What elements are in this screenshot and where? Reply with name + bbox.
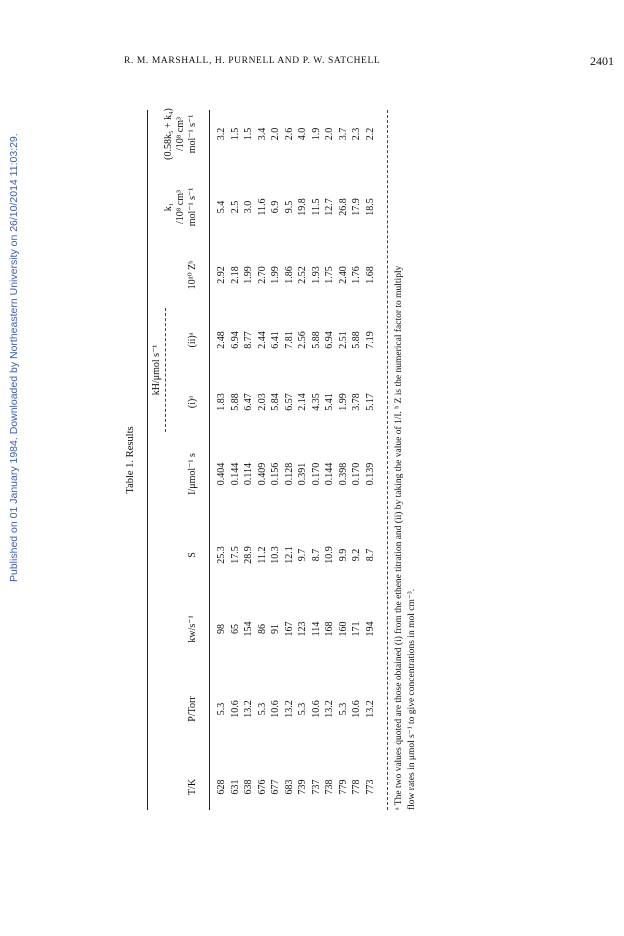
table-cell: 160	[337, 621, 349, 637]
table-cell: 6.94	[229, 331, 241, 349]
column-z	[215, 244, 377, 306]
table-cell: 5.4	[216, 200, 227, 214]
running-header	[124, 54, 614, 70]
table-cell: 2.18	[229, 266, 241, 284]
table-cell: 6.41	[270, 331, 281, 349]
table-cell: 168	[324, 621, 335, 637]
table-cell: 10.3	[270, 546, 281, 564]
table-cell: 171	[351, 621, 362, 637]
table-footnotes	[393, 110, 419, 810]
table-cell: 3.7	[337, 127, 349, 141]
results-table	[125, 90, 425, 830]
header-kh-group-rule	[165, 308, 166, 432]
column-kh-ii	[215, 312, 377, 368]
table-cell: 1.99	[243, 266, 254, 284]
table-cell: 0.170	[310, 462, 322, 486]
table-cell: 13.2	[364, 700, 376, 718]
table-cell: 2.2	[364, 127, 376, 141]
table-cell: 17.5	[229, 546, 241, 564]
header-k1	[163, 172, 199, 242]
table-cell: 1.83	[216, 393, 227, 411]
table-cell: 631	[229, 779, 241, 795]
table-cell: 2.52	[297, 266, 308, 284]
table-cell: 7.19	[364, 331, 376, 349]
table-cell: 6.57	[283, 393, 295, 411]
table-cell: 2.5	[229, 200, 241, 214]
table-cell: 2.6	[283, 127, 295, 141]
table-cell: 11.6	[256, 198, 268, 216]
table-caption: Table 1. Results	[125, 426, 136, 494]
table-cell: 91	[270, 624, 281, 634]
table-cell: 6.94	[324, 331, 335, 349]
table-cell: 0.409	[256, 462, 268, 486]
table-cell: 9.5	[283, 200, 295, 214]
table-cell: 25.3	[216, 546, 227, 564]
table-cell: 194	[364, 621, 376, 637]
table-cell: 65	[229, 624, 241, 634]
table-cell: 676	[256, 779, 268, 795]
table-cell: 0.170	[351, 462, 362, 486]
table-cell: 5.41	[324, 393, 335, 411]
table-cell: 17.9	[351, 198, 362, 216]
footnote-b: flow rates in μmol s⁻¹ to give concentrations in mol cm⁻³.	[407, 588, 417, 810]
table-cell: 2.0	[270, 127, 281, 141]
table-cell: 2.40	[337, 266, 349, 284]
table-cell: 3.2	[216, 127, 227, 141]
column-kh-i	[215, 374, 377, 430]
table-cell: 154	[243, 621, 254, 637]
page-number: 2401	[590, 54, 614, 68]
table-cell: 11.5	[310, 198, 322, 216]
table-cell: 1.68	[364, 266, 376, 284]
table-cell: 86	[256, 624, 268, 634]
table-cell: 123	[297, 621, 308, 637]
table-cell: 683	[283, 779, 295, 795]
table-cell: 13.2	[243, 700, 254, 718]
header-pressure: P/Torr	[187, 696, 198, 722]
table-cell: 10.6	[310, 700, 322, 718]
footnote-a: ᵃ The two values quoted are those obtained (i) from the ethene titration and (ii) by taking the value of 1/I. ᵇ Z is the numerical factor to multiply	[394, 265, 404, 810]
table-cell: 10.6	[351, 700, 362, 718]
table-cell: 13.2	[283, 700, 295, 718]
table-cell: 0.144	[229, 462, 241, 486]
table-cell: 2.44	[256, 331, 268, 349]
table-cell: 18.5	[364, 198, 376, 216]
table-cell: 0.139	[364, 462, 376, 486]
table-header-rule	[209, 110, 210, 810]
table-top-rule	[147, 110, 148, 810]
table-cell: 9.7	[297, 548, 308, 562]
table-cell: 4.0	[297, 127, 308, 141]
table-cell: 2.92	[216, 266, 227, 284]
table-cell: 778	[351, 779, 362, 795]
header-k1-line1: k₁	[163, 202, 174, 212]
table-cell: 9.2	[351, 548, 362, 562]
table-cell: 167	[283, 621, 295, 637]
table-cell: 638	[243, 779, 254, 795]
table-cell: 0.156	[270, 462, 281, 486]
table-cell: 10.9	[324, 546, 335, 564]
header-k5k4-line2: /10⁸ cm³	[175, 117, 186, 151]
table-cell: 9.9	[337, 548, 349, 562]
table-cell: 1.93	[310, 266, 322, 284]
header-k1-line3: mol⁻¹ s⁻¹	[187, 187, 198, 227]
table-cell: 3.4	[256, 127, 268, 141]
header-s: S	[187, 552, 198, 558]
table-cell: 1.76	[351, 266, 362, 284]
header-k5k4-line1: (0.58k₅ + k₄)	[163, 108, 174, 160]
table-cell: 8.7	[310, 548, 322, 562]
table-cell: 1.99	[337, 393, 349, 411]
table-cell: 8.7	[364, 548, 376, 562]
table-cell: 737	[310, 779, 322, 795]
table-cell: 26.8	[337, 198, 349, 216]
table-cell: 1.9	[310, 127, 322, 141]
table-cell: 12.1	[283, 546, 295, 564]
table-cell: 1.75	[324, 266, 335, 284]
table-cell: 114	[310, 621, 322, 637]
column-temperature	[215, 764, 377, 810]
table-cell: 10.6	[229, 700, 241, 718]
table-cell: 5.3	[216, 702, 227, 716]
table-cell: 11.2	[256, 546, 268, 564]
header-i: I/μmol⁻¹ s	[187, 453, 198, 495]
column-k5k4	[215, 94, 377, 174]
table-cell: 2.51	[337, 331, 349, 349]
table-cell: 677	[270, 779, 281, 795]
table-cell: 98	[216, 624, 227, 634]
header-k5k4	[163, 94, 199, 174]
table-cell: 0.398	[337, 462, 349, 486]
table-cell: 2.56	[297, 331, 308, 349]
table-cell: 2.70	[256, 266, 268, 284]
table-cell: 5.17	[364, 393, 376, 411]
table-cell: 5.88	[310, 331, 322, 349]
table-cell: 6.47	[243, 393, 254, 411]
table-cell: 0.114	[243, 462, 254, 486]
column-pressure	[215, 674, 377, 744]
column-wall-rate	[215, 594, 377, 664]
table-bottom-rule	[387, 110, 388, 810]
table-cell: 5.3	[256, 702, 268, 716]
publication-watermark[interactable]: Published on 01 January 1984. Downloaded by Northeastern University on 26/10/2014 11:03:29.	[8, 133, 20, 582]
table-cell: 3.0	[243, 200, 254, 214]
table-cell: 13.2	[324, 700, 335, 718]
table-cell: 8.77	[243, 331, 254, 349]
table-cell: 0.144	[324, 462, 335, 486]
table-cell: 5.3	[337, 702, 349, 716]
column-s	[215, 530, 377, 580]
table-cell: 2.0	[324, 127, 335, 141]
table-cell: 2.48	[216, 331, 227, 349]
table-cell: 0.404	[216, 462, 227, 486]
header-k1-line2: /10⁸ cm³	[175, 190, 186, 224]
table-cell: 0.391	[297, 462, 308, 486]
table-cell: 6.9	[270, 200, 281, 214]
header-kh-group: kH/μmol s⁻¹	[151, 344, 162, 396]
table-cell: 1.5	[243, 127, 254, 141]
table-cell: 4.35	[310, 393, 322, 411]
table-cell: 2.03	[256, 393, 268, 411]
header-kh-ii: (ii)ᵃ	[187, 332, 198, 348]
table-cell: 5.88	[229, 393, 241, 411]
table-cell: 1.86	[283, 266, 295, 284]
table-cell: 738	[324, 779, 335, 795]
table-cell: 3.78	[351, 393, 362, 411]
table-cell: 2.14	[297, 393, 308, 411]
table-cell: 0.128	[283, 462, 295, 486]
table-cell: 2.3	[351, 127, 362, 141]
table-cell: 628	[216, 779, 227, 795]
table-cell: 779	[337, 779, 349, 795]
table-cell: 10.6	[270, 700, 281, 718]
header-z: 10¹⁰ Zᵇ	[187, 260, 198, 290]
table-cell: 5.3	[297, 702, 308, 716]
column-i	[215, 432, 377, 516]
table-cell: 739	[297, 779, 308, 795]
table-cell: 28.9	[243, 546, 254, 564]
header-k5k4-line3: mol⁻¹ s⁻¹	[187, 114, 198, 154]
header-kh-i: (i)ᵃ	[187, 395, 198, 409]
running-head-authors: R. M. MARSHALL, H. PURNELL AND P. W. SATCHELL	[124, 56, 381, 66]
table-cell: 7.81	[283, 331, 295, 349]
table-cell: 1.99	[270, 266, 281, 284]
header-wall-rate: kw/s⁻¹	[187, 615, 198, 643]
table-cell: 19.8	[297, 198, 308, 216]
header-temperature: T/K	[187, 778, 198, 796]
column-k1	[215, 172, 377, 242]
table-cell: 5.88	[351, 331, 362, 349]
table-cell: 5.84	[270, 393, 281, 411]
table-cell: 12.7	[324, 198, 335, 216]
table-cell: 1.5	[229, 127, 241, 141]
table-cell: 773	[364, 779, 376, 795]
